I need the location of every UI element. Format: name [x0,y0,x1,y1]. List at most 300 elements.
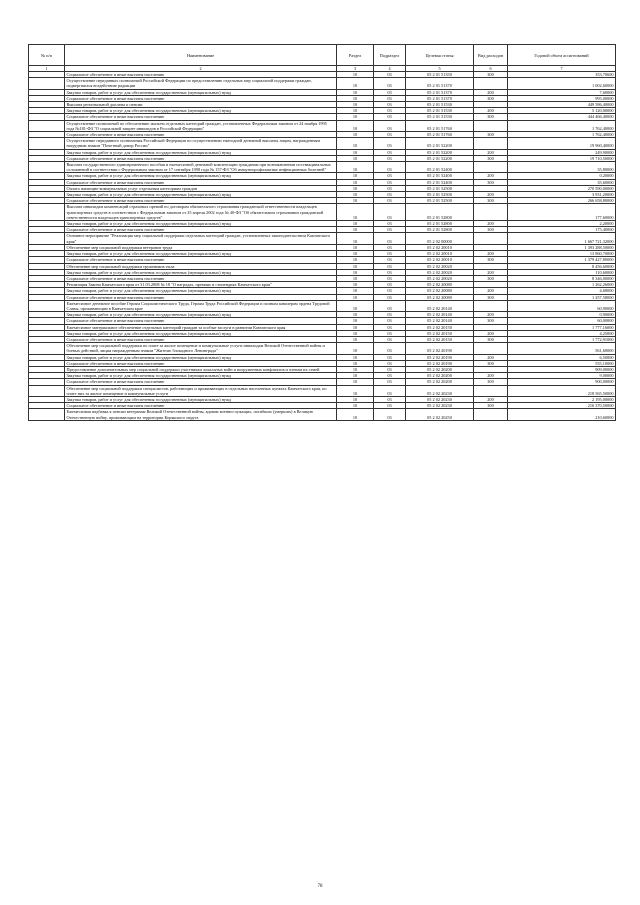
row-target-article-cell: 05 2 01 51530 [406,108,474,114]
row-name-cell: Закупка товаров, работ и услуг для обеспечения государственных (муниципальных) нужд [65,173,337,179]
row-name-cell: Выплата региональной доплаты к пенсии [65,102,337,108]
row-name-cell: Закупка товаров, работ и услуг для обеспечения государственных (муниципальных) нужд [65,396,337,402]
row-expense-type-cell: 300 [474,403,508,409]
row-target-article-cell: 05 2 02 20230 [406,385,474,396]
row-name-cell: Социальное обеспечение и иные выплаты населению [65,155,337,161]
row-subsection-cell: 03 [374,379,406,385]
row-amount-cell: 60,00000 [508,318,616,324]
row-expense-type-cell: 200 [474,89,508,95]
row-name-cell: Закупка товаров, работ и услуг для обеспечения государственных (муниципальных) нужд [65,288,337,294]
row-number-cell [29,204,65,221]
row-subsection-cell: 03 [374,251,406,257]
row-expense-type-cell [474,120,508,131]
row-target-article-cell: 05 2 01 52500 [406,185,474,191]
header-cell-subsection: Подраздел [374,45,406,66]
row-name-cell: Социальное обеспечение и иные выплаты населению [65,336,337,342]
row-number-cell [29,300,65,311]
row-subsection-cell: 03 [374,185,406,191]
row-target-article-cell: 05 2 02 20140 [406,312,474,318]
row-section-cell: 10 [337,330,374,336]
row-name-cell: Социальное обеспечение и иные выплаты населению [65,379,337,385]
row-amount-cell: 1 262,26000 [508,282,616,288]
row-subsection-cell: 03 [374,227,406,233]
row-expense-type-cell [474,300,508,311]
header-cell-name: Наименование [65,45,337,66]
row-subsection-cell: 03 [374,179,406,185]
row-subsection-cell: 03 [374,294,406,300]
row-section-cell: 10 [337,95,374,101]
row-target-article-cell: 05 2 01 52500 [406,198,474,204]
row-section-cell: 10 [337,385,374,396]
row-target-article-cell: 05 2 01 52400 [406,173,474,179]
row-target-article-cell: 05 2 02 20010 [406,244,474,250]
row-section-cell: 10 [337,89,374,95]
row-name-cell: Обеспечение мер социальной поддержки по плате за жилое помещение и коммунальные услуги инвалидам Великой Отечественной войны и боевых действий, лицам награжденным знаком "Жителю блокадного Ленинграда" [65,343,337,354]
row-section-cell: 10 [337,204,374,221]
row-expense-type-cell: 300 [474,360,508,366]
row-target-article-cell: 05 2 02 20140 [406,300,474,311]
page-number: 78 [317,884,323,889]
table-header-row [29,45,616,66]
row-amount-cell: 1 257,58000 [508,294,616,300]
row-amount-cell: 35,60000 [508,179,616,185]
row-name-cell: Социальное обеспечение и иные выплаты населению [65,198,337,204]
row-subsection-cell: 03 [374,204,406,221]
row-section-cell: 10 [337,102,374,108]
row-amount-cell: 1 667 721,32000 [508,233,616,244]
row-expense-type-cell: 300 [474,294,508,300]
row-subsection-cell: 03 [374,343,406,354]
row-name-cell: Закупка товаров, работ и услуг для обеспечения государственных (муниципальных) нужд [65,354,337,360]
row-target-article-cell: 05 2 02 20150 [406,330,474,336]
row-name-cell: Закупка товаров, работ и услуг для обеспечения государственных (муниципальных) нужд [65,330,337,336]
row-section-cell: 10 [337,294,374,300]
row-name-cell: Ежемесячное денежное пособие Героям Социалистического Труда, Героям Труда Российской Федерации и полным кавалерам ордена Трудовой Славы, проживающим в Камчатском крае [65,300,337,311]
row-name-cell: Закупка товаров, работ и услуг для обеспечения государственных (муниципальных) нужд [65,373,337,379]
row-expense-type-cell: 300 [474,155,508,161]
row-amount-cell: 266 658,80000 [508,198,616,204]
row-target-article-cell: 05 2 02 20200 [406,366,474,372]
row-target-article-cell: 05 2 02 20080 [406,288,474,294]
row-subsection-cell: 03 [374,192,406,198]
row-amount-cell: 177,60000 [508,204,616,221]
row-section-cell: 10 [337,78,374,89]
row-target-article-cell: 05 2 01 52200 [406,149,474,155]
row-amount-cell: 1 772,91000 [508,336,616,342]
column-number: 6 [474,66,508,72]
header-cell-section: Раздел [337,45,374,66]
row-subsection-cell: 03 [374,396,406,402]
row-target-article-cell: 05 2 02 20190 [406,343,474,354]
header-cell-expense-type: Вид расходов [474,45,508,66]
row-section-cell: 10 [337,343,374,354]
row-expense-type-cell [474,204,508,221]
header-cell-number: № п/п [29,45,65,66]
header-cell-target-article: Целевая статья [406,45,474,66]
row-number-cell [29,138,65,149]
row-subsection-cell: 03 [374,409,406,420]
row-amount-cell: 4,25000 [508,330,616,336]
column-number: 5 [406,66,474,72]
row-subsection-cell: 03 [374,366,406,372]
row-target-article-cell: 05 2 01 51370 [406,95,474,101]
row-target-article-cell: 05 2 02 20150 [406,324,474,330]
row-subsection-cell: 03 [374,198,406,204]
row-name-cell: Социальное обеспечение и иные выплаты населению [65,275,337,281]
row-section-cell: 10 [337,108,374,114]
row-subsection-cell: 03 [374,354,406,360]
row-target-article-cell: 05 2 01 52800 [406,227,474,233]
row-name-cell: Социальное обеспечение и иные выплаты населению [65,294,337,300]
row-expense-type-cell: 200 [474,149,508,155]
budget-table [28,44,616,421]
row-subsection-cell: 03 [374,162,406,173]
row-section-cell: 10 [337,244,374,250]
row-amount-cell: 175,40000 [508,227,616,233]
row-target-article-cell: 05 2 02 20190 [406,360,474,366]
row-amount-cell: 2 195,00000 [508,396,616,402]
row-section-cell: 10 [337,185,374,191]
row-amount-cell: 8 346,00000 [508,275,616,281]
table-row [29,300,616,311]
row-amount-cell: 216 370,50000 [508,403,616,409]
document-page [28,44,615,421]
row-target-article-cell: 05 2 01 51370 [406,89,474,95]
row-amount-cell: 60,90000 [508,300,616,311]
row-section-cell: 10 [337,300,374,311]
row-subsection-cell: 03 [374,269,406,275]
table-row [29,385,616,396]
row-section-cell: 10 [337,233,374,244]
row-amount-cell: 270 590,00000 [508,185,616,191]
row-expense-type-cell: 200 [474,373,508,379]
row-name-cell: Закупка товаров, работ и услуг для обеспечения государственных (муниципальных) нужд [65,89,337,95]
row-expense-type-cell [474,138,508,149]
row-amount-cell: 13 860,70000 [508,251,616,257]
column-number: 4 [374,66,406,72]
row-section-cell: 10 [337,257,374,263]
row-expense-type-cell: 300 [474,95,508,101]
row-target-article-cell: 05 2 02 20020 [406,275,474,281]
row-amount-cell: 995,00000 [508,95,616,101]
row-amount-cell: 444 466,40000 [508,114,616,120]
row-subsection-cell: 03 [374,132,406,138]
row-name-cell: Выплата государственного единовременного пособия и ежемесячной денежной компенсации гражданам при возникновении поствакцинальных осложнений в соответствии с Федеральным законом от 17 сентября 1998 года № 157-ФЗ "Об иммунопрофилактике инфекционных болезней" [65,162,337,173]
row-amount-cell: 561,60000 [508,343,616,354]
row-name-cell: Социальное обеспечение и иные выплаты населению [65,72,337,78]
row-target-article-cell: 05 2 02 20080 [406,294,474,300]
row-name-cell: Осуществление полномочий по обеспечению жильем отдельных категорий граждан, установленных Федеральным законом от 24 ноября 1995 года №181-ФЗ "О социальной защите инвалидов в Российской Федерации" [65,120,337,131]
row-name-cell: Социальное обеспечение и иные выплаты населению [65,114,337,120]
column-number: 3 [337,66,374,72]
row-target-article-cell: 05 2 01 51350 [406,72,474,78]
row-name-cell: Социальное обеспечение и иные выплаты населению [65,318,337,324]
row-name-cell: Закупка товаров, работ и услуг для обеспечения государственных (муниципальных) нужд [65,221,337,227]
row-section-cell: 10 [337,312,374,318]
row-subsection-cell: 03 [374,108,406,114]
row-expense-type-cell: 200 [474,354,508,360]
row-target-article-cell: 05 2 01 52200 [406,138,474,149]
row-subsection-cell: 03 [374,149,406,155]
row-expense-type-cell: 200 [474,312,508,318]
row-section-cell: 10 [337,192,374,198]
row-subsection-cell: 03 [374,155,406,161]
row-target-article-cell: 05 2 02 20080 [406,282,474,288]
row-section-cell: 10 [337,269,374,275]
row-target-article-cell: 05 2 02 20150 [406,336,474,342]
row-subsection-cell: 03 [374,282,406,288]
row-section-cell: 10 [337,354,374,360]
row-name-cell: Выплата инвалидам компенсаций страховых премий по договорам обязательного страхования гражданской ответственности владельцев транспортных средств в соответствии с Федеральным законом от 25 апреля 2002 года № 40-ФЗ "Об обязательном страховании гражданской ответственности владельцев транспортных средств" [65,204,337,221]
row-subsection-cell: 03 [374,102,406,108]
row-number-cell [29,385,65,396]
table-row [29,138,616,149]
row-section-cell: 10 [337,288,374,294]
row-amount-cell: 1 777,16000 [508,324,616,330]
header-cell-annual-amount: Годовой объем ассигнований [508,45,616,66]
row-name-cell: Закупка товаров, работ и услуг для обеспечения государственных (муниципальных) нужд [65,108,337,114]
row-subsection-cell: 03 [374,300,406,311]
row-number-cell [29,162,65,173]
row-amount-cell: 1 002,60000 [508,78,616,89]
row-target-article-cell: 05 2 02 20010 [406,251,474,257]
row-section-cell: 10 [337,173,374,179]
row-expense-type-cell: 300 [474,257,508,263]
row-target-article-cell: 05 2 01 51760 [406,120,474,131]
row-subsection-cell: 03 [374,78,406,89]
row-expense-type-cell: 300 [474,318,508,324]
row-subsection-cell: 03 [374,275,406,281]
row-subsection-cell: 03 [374,138,406,149]
row-target-article-cell: 05 2 01 52400 [406,179,474,185]
row-section-cell: 10 [337,132,374,138]
row-expense-type-cell: 200 [474,330,508,336]
row-subsection-cell: 03 [374,72,406,78]
row-subsection-cell: 03 [374,336,406,342]
row-expense-type-cell: 300 [474,275,508,281]
row-section-cell: 10 [337,403,374,409]
row-subsection-cell: 03 [374,263,406,269]
row-target-article-cell: 05 2 01 51530 [406,102,474,108]
row-name-cell: Обеспечение мер социальной поддержки специалистов, работающих и проживающих в отдельных населенных пунктах Камчатского края, по плате них за жилое помещение и коммунальные услуги [65,385,337,396]
row-expense-type-cell: 300 [474,114,508,120]
table-row [29,204,616,221]
row-amount-cell: 110,60000 [508,269,616,275]
row-subsection-cell: 03 [374,373,406,379]
row-subsection-cell: 03 [374,385,406,396]
row-name-cell: Основное мероприятие "Реализация мер социальной поддержки отдельных категорий граждан, установленных законодательством Камчатского края" [65,233,337,244]
row-amount-cell: 1 762,40000 [508,132,616,138]
row-amount-cell: 210,60000 [508,409,616,420]
row-name-cell: Осуществление переданного полномочия Российской Федерации по осуществлению ежегодной денежной выплаты лицам, награжденным нагрудным знаком "Почетный донор России" [65,138,337,149]
row-amount-cell: 8 456,60000 [508,263,616,269]
row-section-cell: 10 [337,155,374,161]
row-target-article-cell: 05 2 01 51760 [406,132,474,138]
row-name-cell: Социальное обеспечение и иные выплаты населению [65,179,337,185]
row-number-cell [29,78,65,89]
row-expense-type-cell [474,162,508,173]
row-target-article-cell: 05 2 01 52800 [406,204,474,221]
row-target-article-cell: 05 2 01 51530 [406,114,474,120]
row-expense-type-cell [474,385,508,396]
table-row [29,162,616,173]
row-name-cell: Ежемесячное материальное обеспечение отдельных категорий граждан за особые заслуги в развитии Камчатского края [65,324,337,330]
row-expense-type-cell: 300 [474,336,508,342]
row-amount-cell: 3 931,20000 [508,192,616,198]
row-target-article-cell: 05 2 01 52800 [406,221,474,227]
row-subsection-cell: 03 [374,114,406,120]
row-subsection-cell: 03 [374,330,406,336]
row-amount-cell: 7,60000 [508,89,616,95]
row-section-cell: 10 [337,282,374,288]
row-expense-type-cell [474,343,508,354]
row-amount-cell: 5 120,00000 [508,108,616,114]
row-amount-cell: 900,00000 [508,379,616,385]
row-subsection-cell: 03 [374,288,406,294]
row-expense-type-cell: 200 [474,269,508,275]
row-expense-type-cell [474,78,508,89]
row-target-article-cell: 05 2 02 20230 [406,396,474,402]
row-name-cell: Социальное обеспечение и иные выплаты населению [65,132,337,138]
row-section-cell: 10 [337,360,374,366]
row-section-cell: 10 [337,227,374,233]
row-name-cell: Обеспечение мер социальной поддержки тружеников тыла [65,263,337,269]
row-amount-cell: 1 393 288,50000 [508,244,616,250]
row-name-cell: Оплата жилищно-коммунальных услуг отдельным категориям граждан [65,185,337,191]
row-target-article-cell: 05 2 02 00000 [406,233,474,244]
row-section-cell: 10 [337,138,374,149]
table-row [29,343,616,354]
row-target-article-cell: 05 2 02 20020 [406,263,474,269]
row-target-article-cell: 05 2 01 52200 [406,155,474,161]
row-subsection-cell: 03 [374,312,406,318]
row-number-cell [29,343,65,354]
row-subsection-cell: 03 [374,318,406,324]
row-expense-type-cell: 300 [474,379,508,385]
row-name-cell: Осуществление переданных полномочий Российской Федерации по предоставлению отдельных мер социальной поддержки граждан, подвергшихся воздействию радиации [65,78,337,89]
row-section-cell: 10 [337,336,374,342]
row-name-cell: Предоставление дополнительных мер социальной поддержки участникам локальных войн и вооруженных конфликтов и членам их семей [65,366,337,372]
row-amount-cell: 19 710,50000 [508,155,616,161]
row-name-cell: Закупка товаров, работ и услуг для обеспечения государственных (муниципальных) нужд [65,312,337,318]
row-section-cell: 10 [337,379,374,385]
row-target-article-cell: 05 2 01 52500 [406,192,474,198]
row-subsection-cell: 03 [374,221,406,227]
row-target-article-cell: 05 2 01 51370 [406,78,474,89]
row-target-article-cell: 05 2 02 20020 [406,269,474,275]
row-section-cell: 10 [337,409,374,420]
row-section-cell: 10 [337,120,374,131]
row-subsection-cell: 03 [374,324,406,330]
row-section-cell: 10 [337,162,374,173]
row-section-cell: 10 [337,275,374,281]
row-subsection-cell: 03 [374,233,406,244]
row-name-cell: Обеспечение мер социальной поддержки ветеранов труда [65,244,337,250]
row-amount-cell: 1 762,40000 [508,120,616,131]
row-section-cell: 10 [337,263,374,269]
row-subsection-cell: 03 [374,244,406,250]
row-subsection-cell: 03 [374,257,406,263]
row-expense-type-cell: 200 [474,108,508,114]
row-name-cell: Социальное обеспечение и иные выплаты населению [65,403,337,409]
row-section-cell: 10 [337,179,374,185]
row-section-cell: 10 [337,198,374,204]
row-subsection-cell: 03 [374,360,406,366]
row-section-cell: 10 [337,396,374,402]
row-section-cell: 10 [337,251,374,257]
row-section-cell: 10 [337,324,374,330]
row-expense-type-cell: 200 [474,173,508,179]
row-expense-type-cell: 300 [474,227,508,233]
row-expense-type-cell: 200 [474,221,508,227]
table-row [29,233,616,244]
row-amount-cell: 0,90000 [508,312,616,318]
row-section-cell: 10 [337,221,374,227]
table-row [29,78,616,89]
row-amount-cell: 449 586,40000 [508,102,616,108]
row-amount-cell: 249,90000 [508,149,616,155]
row-section-cell: 10 [337,318,374,324]
row-expense-type-cell [474,409,508,420]
row-amount-cell: 9,00000 [508,373,616,379]
table-row [29,409,616,420]
row-name-cell: Закупка товаров, работ и услуг для обеспечения государственных (муниципальных) нужд [65,149,337,155]
row-section-cell: 10 [337,149,374,155]
row-number-cell [29,409,65,420]
row-name-cell: Закупка товаров, работ и услуг для обеспечения государственных (муниципальных) нужд [65,269,337,275]
row-amount-cell: 0,20000 [508,173,616,179]
row-amount-cell: 353,70600 [508,72,616,78]
row-amount-cell: 19 960,40000 [508,138,616,149]
row-target-article-cell: 05 2 02 20010 [406,257,474,263]
row-number-cell [29,233,65,244]
row-name-cell: Социальное обеспечение и иные выплаты населению [65,227,337,233]
row-subsection-cell: 03 [374,173,406,179]
row-expense-type-cell: 200 [474,192,508,198]
row-amount-cell: 6,50000 [508,354,616,360]
row-amount-cell: 35,80000 [508,162,616,173]
row-target-article-cell: 05 2 02 20250 [406,409,474,420]
budget-table-body [29,72,616,421]
row-expense-type-cell: 200 [474,396,508,402]
row-section-cell: 10 [337,373,374,379]
row-name-cell: Ежемесячная надбавка к пенсии ветеранам Великой Отечественной войны, вдовам военнослужащих, погибших (умерших) в Великую Отечественную войну, проживающим на территории Корякского округа [65,409,337,420]
row-section-cell: 10 [337,366,374,372]
row-name-cell: Реализация Закона Камчатского края от 31.03.2008 № 18 "О наградах, премиях и стипендиях Камчатского края" [65,282,337,288]
row-expense-type-cell: 200 [474,251,508,257]
row-expense-type-cell: 300 [474,132,508,138]
column-number: 1 [29,66,65,72]
row-subsection-cell: 03 [374,403,406,409]
row-target-article-cell: 05 2 02 20140 [406,318,474,324]
row-expense-type-cell: 200 [474,288,508,294]
column-number: 2 [65,66,337,72]
row-name-cell: Закупка товаров, работ и услуг для обеспечения государственных (муниципальных) нужд [65,251,337,257]
row-expense-type-cell: 300 [474,198,508,204]
row-amount-cell: 4,68000 [508,288,616,294]
row-subsection-cell: 03 [374,95,406,101]
column-number: 7 [508,66,616,72]
row-target-article-cell: 05 2 02 20200 [406,379,474,385]
table-row [29,120,616,131]
row-target-article-cell: 05 2 02 20190 [406,354,474,360]
row-subsection-cell: 03 [374,89,406,95]
row-expense-type-cell [474,233,508,244]
row-target-article-cell: 05 2 01 52400 [406,162,474,173]
row-name-cell: Социальное обеспечение и иные выплаты населению [65,95,337,101]
row-target-article-cell: 05 2 02 20200 [406,373,474,379]
row-section-cell: 10 [337,72,374,78]
